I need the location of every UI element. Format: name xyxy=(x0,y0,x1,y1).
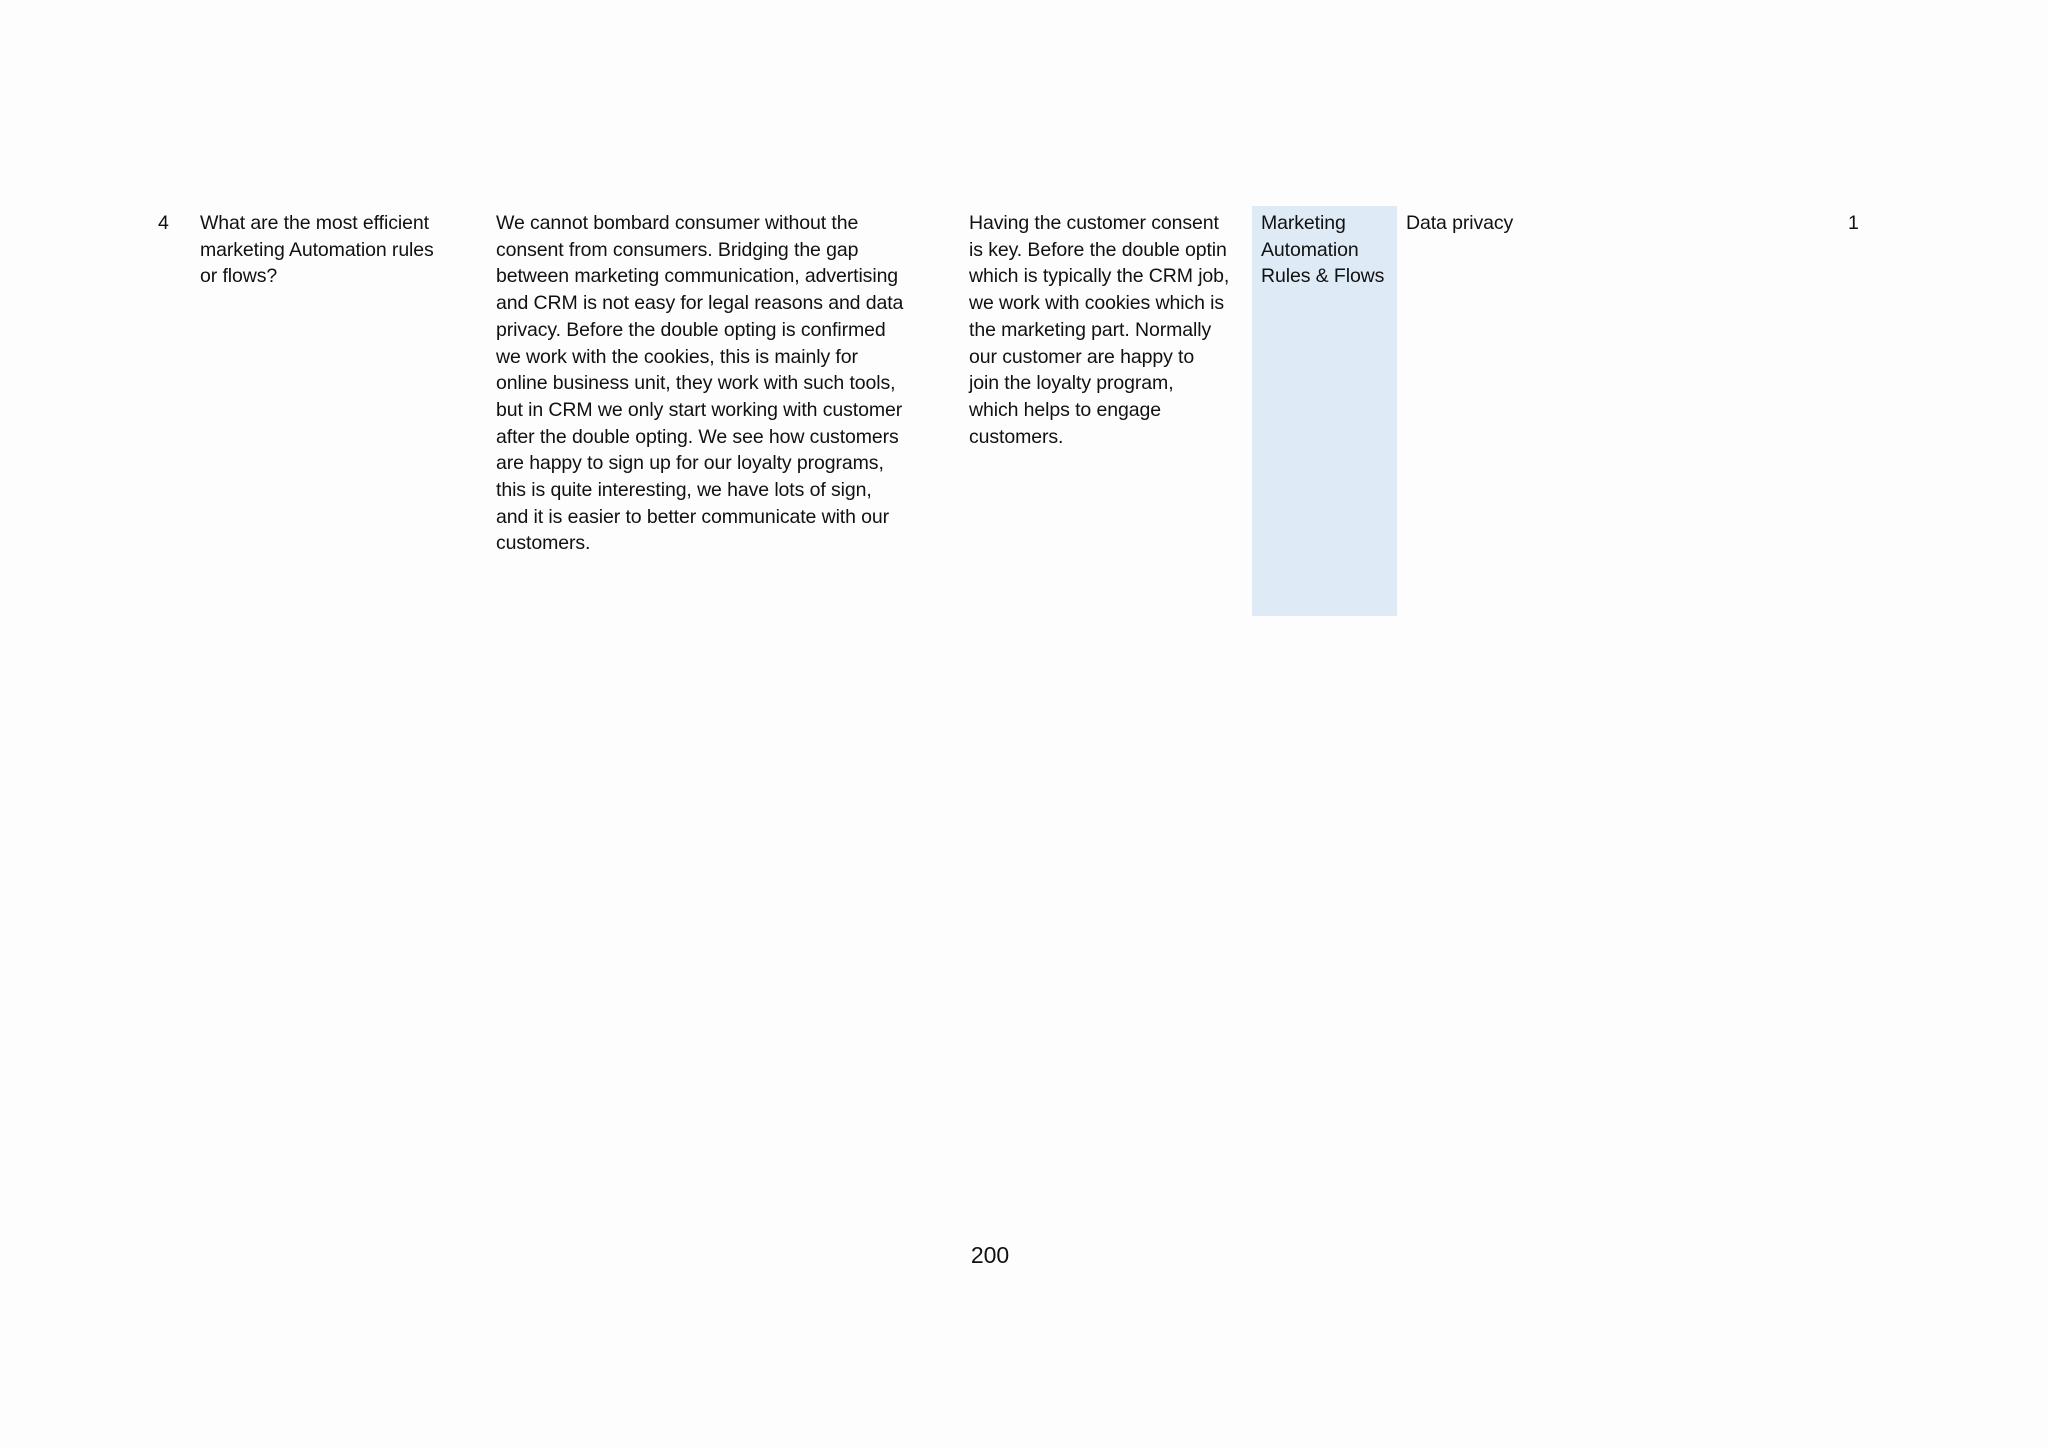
answer-cell: We cannot bombard consumer without the consent from consumers. Bridging the gap between marketing communication, advertising and CRM is not easy for legal reasons and data privacy. Before the double opting is confirmed we work with the cookies, this is mainly for online business unit, they work with such tools, but in CRM we only start working with customer after the double opting. We see how customers are happy to sign up for our loyalty programs, this is quite interesting, we have lots of sign, and it is easier to better communicate with our customers. xyxy=(496,212,904,555)
category-label: Marketing Automation Rules & Flows xyxy=(1261,212,1385,288)
question-cell: What are the most efficient marketing Automation rules or flows? xyxy=(200,212,434,288)
subcategory-cell: Data privacy xyxy=(1406,212,1514,234)
page-number: 200 xyxy=(970,1242,1010,1268)
row-number: 4 xyxy=(158,212,169,234)
score-cell: 1 xyxy=(1848,212,1859,234)
summary-cell: Having the customer consent is key. Before the double optin which is typically the CRM job, we work with cookies which is the marketing part. Normally our customer are happy to join the loyalty program, which helps to engage customers. xyxy=(969,212,1230,448)
category-cell xyxy=(1252,206,1397,616)
table-row xyxy=(0,206,2048,616)
